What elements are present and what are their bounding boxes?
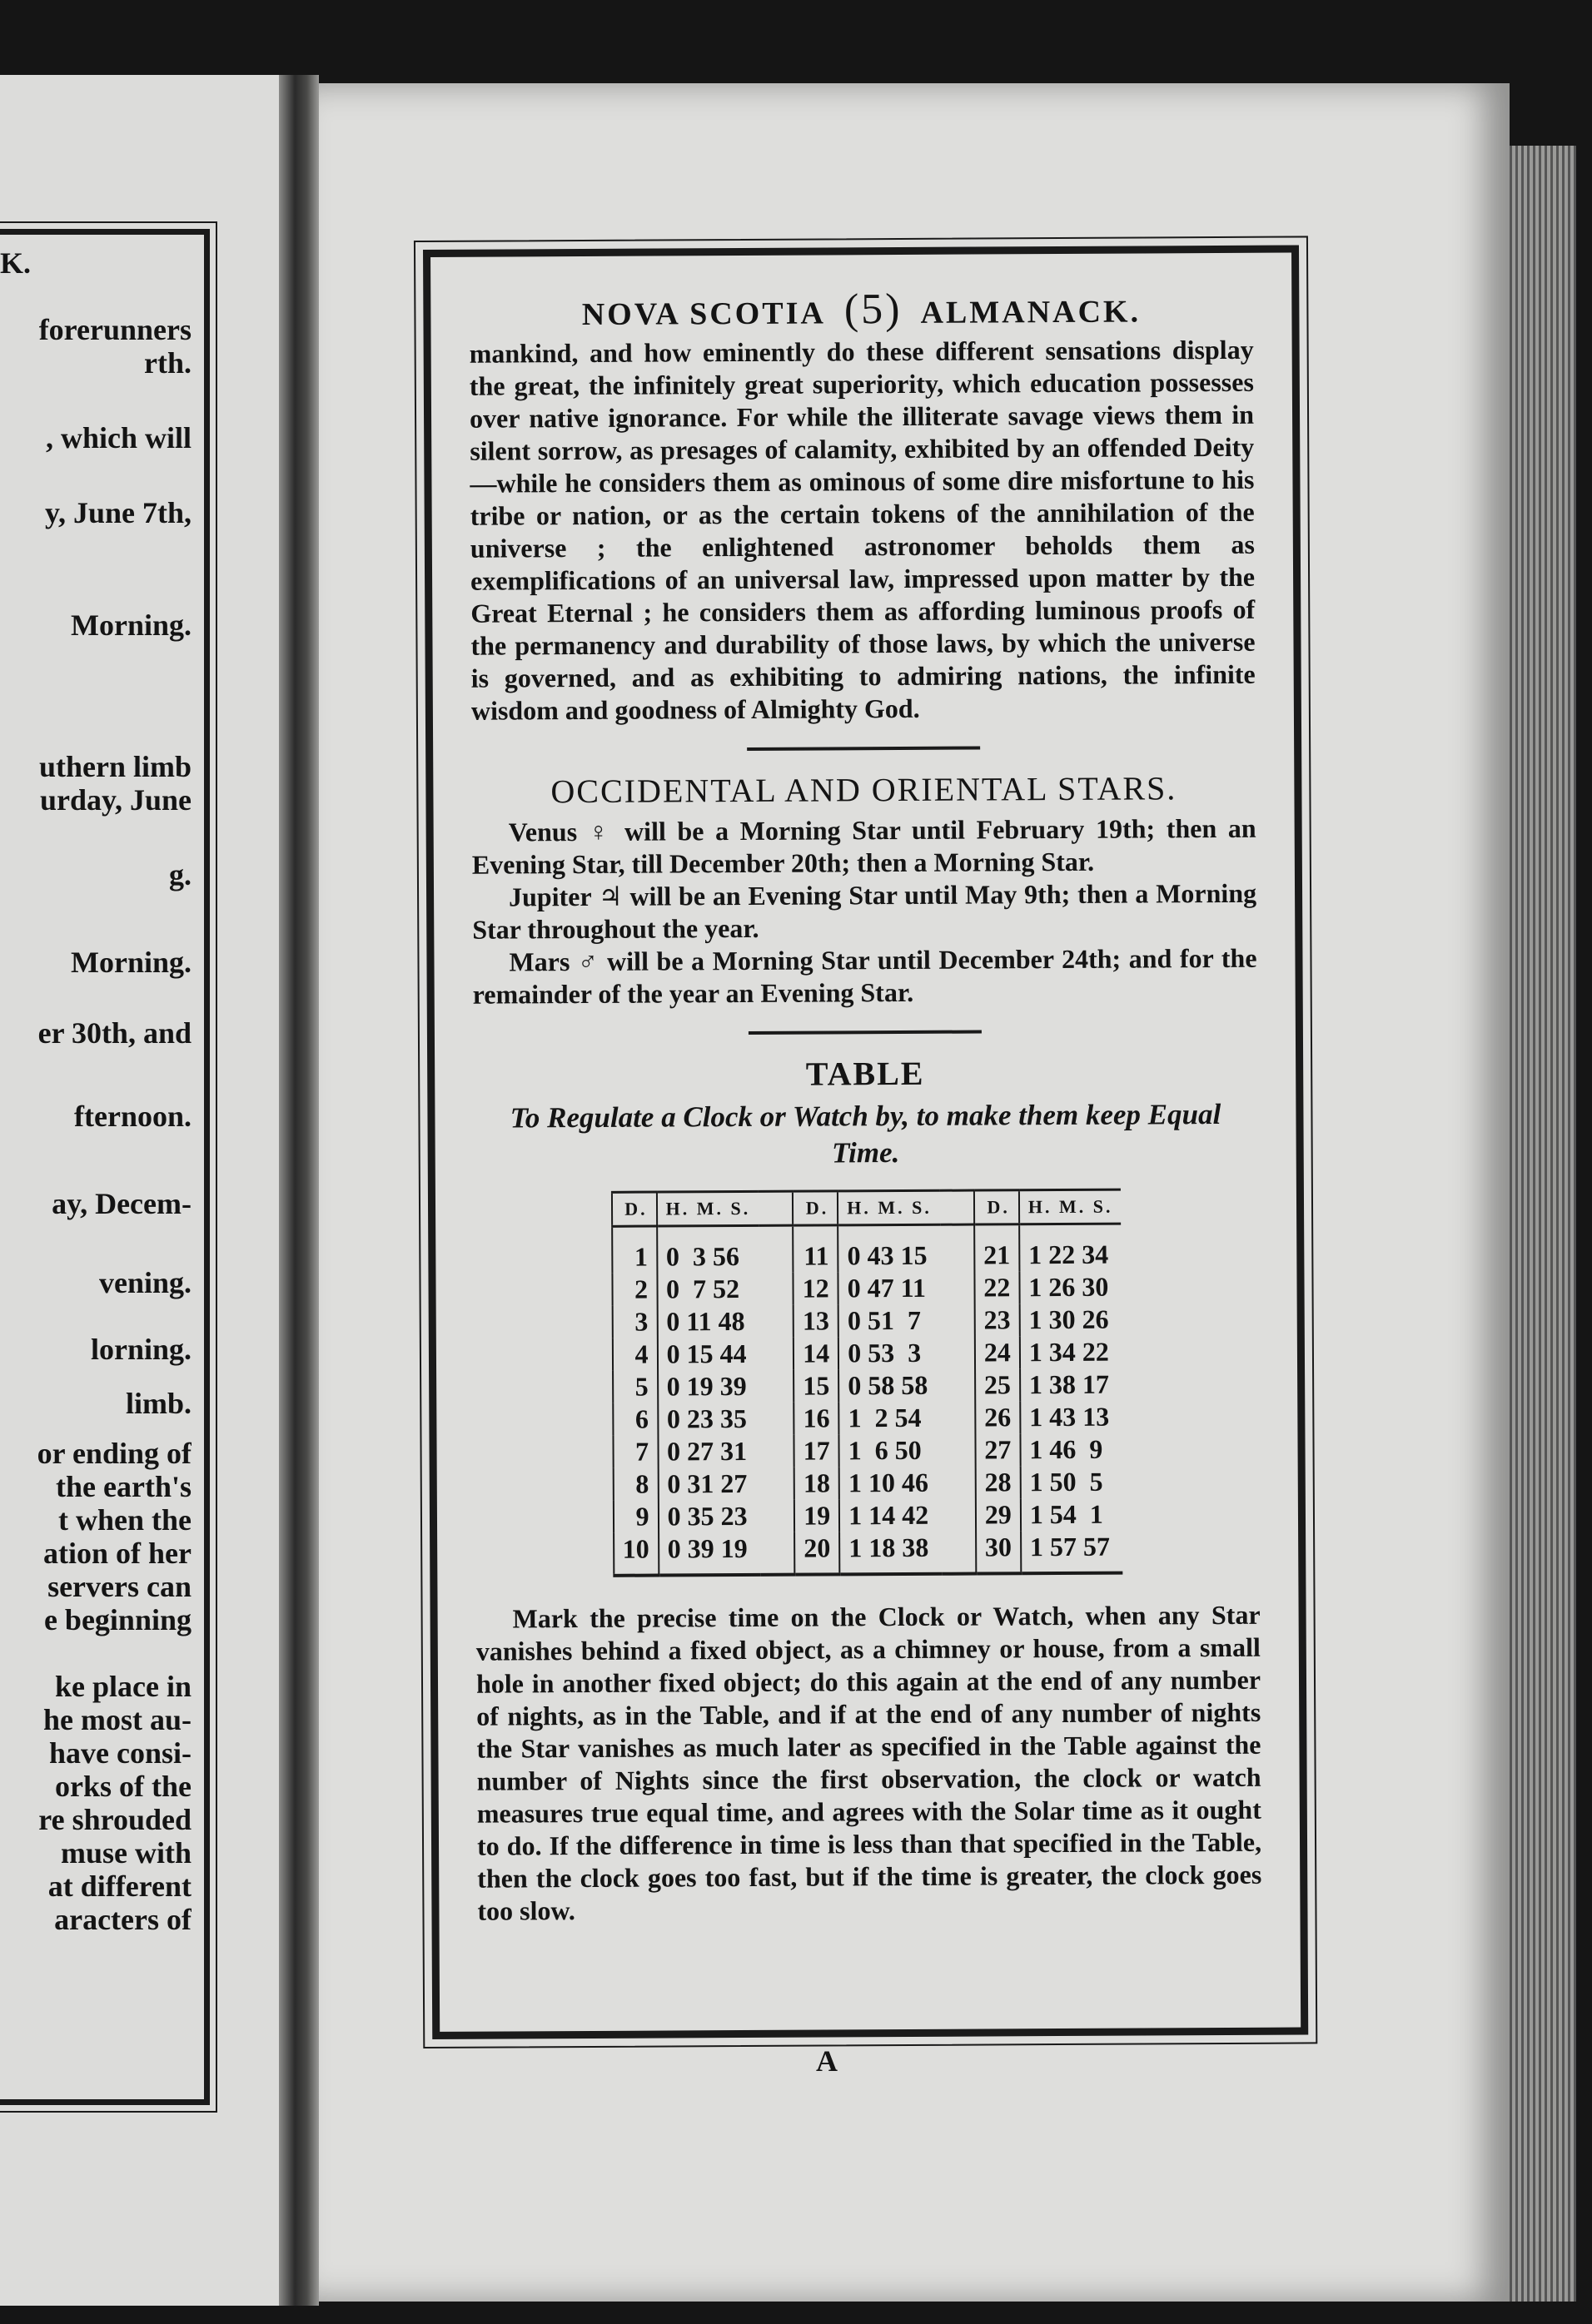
almanac-page-frame: [423, 245, 1308, 2038]
left-page-line: he most au-: [43, 1703, 192, 1736]
day-cell: 11: [793, 1225, 838, 1273]
day-cell: 9: [613, 1501, 658, 1533]
day-cell: 17: [794, 1434, 839, 1467]
left-page-line: ke place in: [54, 1670, 192, 1703]
day-cell: 1: [612, 1226, 657, 1274]
day-cell: 19: [794, 1499, 839, 1532]
column-header-day: D.: [793, 1191, 838, 1225]
time-cell: 0 27 31: [667, 1435, 748, 1467]
left-page-line: y, June 7th,: [44, 496, 192, 529]
table-row: [613, 1368, 1122, 1403]
left-page-line: Morning.: [70, 946, 192, 979]
column-header-day: D.: [611, 1192, 656, 1226]
day-cell: 8: [613, 1468, 658, 1501]
left-page-line: t when the: [58, 1503, 192, 1537]
table-row: [613, 1401, 1122, 1436]
day-cell: 29: [976, 1498, 1021, 1531]
left-page-line: ation of her: [43, 1537, 192, 1570]
left-page-line: or ending of: [37, 1437, 192, 1470]
day-cell: 13: [794, 1304, 838, 1337]
time-cell: 1 2 54: [848, 1402, 922, 1433]
stars-paragraph-jupiter: Jupiter ♃ will be an Evening Star until May 9th; then a Morning Star throughout the year.: [472, 877, 1257, 945]
time-cell: 0 39 19: [659, 1532, 761, 1576]
column-header-hms: H. M. S.: [1019, 1189, 1122, 1224]
left-page-line: lorning.: [90, 1333, 192, 1366]
day-cell: 14: [794, 1337, 838, 1369]
left-page-line: rth.: [144, 346, 192, 380]
time-cell: 1 54 1: [1029, 1498, 1103, 1530]
time-cell: 1 38 17: [1028, 1368, 1110, 1400]
book-gutter: [279, 75, 319, 2306]
table-row: [613, 1498, 1122, 1533]
table-row: [612, 1271, 1122, 1306]
time-cell: 0 47 11: [847, 1272, 927, 1304]
left-page-line: orks of the: [55, 1770, 192, 1803]
table-title: TABLE: [805, 1054, 925, 1093]
left-page-line: re shrouded: [38, 1803, 192, 1836]
day-cell: 21: [974, 1224, 1019, 1272]
column-header-day: D.: [974, 1190, 1019, 1224]
left-page-line: er 30th, and: [37, 1016, 192, 1050]
left-page-line: fternoon.: [74, 1100, 192, 1133]
table-subtitle: To Regulate a Clock or Watch by, to make them keep Equal Time.: [510, 1097, 1221, 1169]
table-header-row: [611, 1189, 1121, 1226]
time-cell: 1 50 5: [1029, 1466, 1103, 1497]
time-cell: 1 22 34: [1028, 1239, 1109, 1270]
stars-paragraph-venus: Venus ♀ will be a Morning Star until February 19th; then an Evening Star, till December 20th; then a Morning Star.: [471, 812, 1256, 880]
table-row: [612, 1336, 1122, 1371]
time-cell: 0 3 56: [665, 1241, 739, 1272]
time-cell: 1 43 13: [1029, 1401, 1110, 1433]
day-cell: 2: [612, 1274, 657, 1306]
day-cell: 3: [612, 1306, 657, 1338]
left-page-line: Morning.: [70, 608, 192, 642]
left-page-line: uthern limb: [38, 750, 192, 783]
table-row: [612, 1304, 1122, 1338]
left-facing-page: [0, 75, 279, 2306]
left-page-line: servers can: [47, 1570, 192, 1603]
day-cell: 20: [794, 1532, 839, 1574]
left-page-line: muse with: [60, 1836, 192, 1870]
day-cell: 6: [613, 1403, 658, 1436]
page-edges: [1510, 146, 1576, 2302]
page-number: (5): [843, 285, 903, 334]
day-cell: 24: [975, 1336, 1020, 1368]
section-rule: [749, 1030, 982, 1035]
time-cell: 1 30 26: [1028, 1304, 1109, 1335]
left-page-line: ay, Decem-: [52, 1187, 192, 1220]
left-page-line: vening.: [98, 1266, 192, 1299]
day-cell: 28: [975, 1466, 1020, 1498]
stars-paragraph-mars: Mars ♂ will be a Morning Star until December 24th; and for the remainder of the year an Evening Star.: [472, 942, 1257, 1010]
header-left: NOVA SCOTIA: [581, 295, 827, 333]
time-cell: 1 18 38: [839, 1532, 942, 1575]
time-cell: 1 10 46: [848, 1467, 929, 1498]
time-cell: 1 6 50: [848, 1434, 922, 1466]
table-row: [613, 1433, 1122, 1468]
clock-regulation-table: [610, 1189, 1122, 1577]
day-cell: 26: [975, 1401, 1020, 1433]
column-header-hms: H. M. S.: [838, 1190, 940, 1225]
time-cell: 1 34 22: [1028, 1336, 1109, 1368]
table-row: [612, 1224, 1122, 1274]
time-cell: 0 15 44: [666, 1338, 747, 1369]
intro-paragraph: mankind, and how eminently do these different sensations display the great, the infinitely great superiority, which education possesses over native ignorance. For while the illiterate savage views them in silent sorrow, as presages of calamity, exhibited by an offended Deity—while he considers them as ominous of some dire misfortune to his tribe or nation, or as the certain tokens of the annihilation of the universe ; the enlightened astronomer beholds them as exemplifications of an universal law, impressed upon matter by the Great Eternal ; he considers them as affording luminous proofs of the permanency and durability of those laws, by which the universe is governed, and as exhibiting to admiring nations, the infinite wisdom and goodness of Almighty God.: [469, 334, 1256, 726]
left-page-line: K.: [0, 246, 32, 280]
left-page-line: e beginning: [43, 1603, 192, 1636]
left-page-line: have consi-: [49, 1736, 192, 1770]
left-page-line: aracters of: [54, 1903, 192, 1936]
time-cell: 0 23 35: [666, 1403, 748, 1434]
time-cell: 0 58 58: [848, 1369, 928, 1401]
table-row: [613, 1466, 1122, 1501]
time-cell: 0 51 7: [847, 1304, 922, 1336]
time-cell: 0 11 48: [666, 1305, 745, 1337]
left-page-line: g.: [169, 858, 192, 891]
stars-heading: OCCIDENTAL AND ORIENTAL STARS.: [550, 769, 1177, 811]
time-cell: 0 7 52: [666, 1274, 740, 1304]
day-cell: 15: [794, 1369, 838, 1402]
day-cell: 7: [613, 1436, 658, 1468]
day-cell: 27: [975, 1433, 1020, 1466]
left-page-line: the earth's: [56, 1470, 192, 1503]
column-header-hms: H. M. S.: [656, 1191, 759, 1226]
section-rule: [747, 747, 980, 751]
time-cell: 0 43 15: [847, 1239, 928, 1271]
left-page-line: forerunners: [38, 313, 192, 346]
day-cell: 10: [614, 1533, 659, 1576]
time-cell: 0 53 3: [848, 1337, 922, 1368]
left-page-line: at different: [47, 1870, 192, 1903]
time-cell: 1 14 42: [848, 1499, 929, 1531]
time-cell: 1 57 57: [1021, 1531, 1123, 1574]
day-cell: 22: [974, 1271, 1019, 1304]
time-cell: 0 19 39: [666, 1370, 747, 1402]
day-cell: 5: [613, 1371, 658, 1403]
day-cell: 4: [612, 1338, 657, 1371]
day-cell: 30: [976, 1531, 1021, 1573]
header-right: ALMANACK.: [920, 294, 1142, 330]
time-cell: 0 35 23: [667, 1500, 748, 1532]
time-cell: 0 31 27: [667, 1467, 748, 1499]
day-cell: 23: [974, 1304, 1019, 1336]
day-cell: 18: [794, 1467, 839, 1499]
day-cell: 12: [794, 1272, 838, 1304]
closing-paragraph: Mark the precise time on the Clock or Watch, when any Star vanishes behind a fixed object, as a chimney or house, from a small hole in another fixed object; do this again at the end of any number of nights, as in the Table, and if at the end of any number of nights the Star vanishes as much later as specified in the Table against the number of Nights since the first observation, the clock or watch measures true equal time, and agrees with the Solar time as it ought to do. If the difference in time is less than that specified in the Table, then the clock goes too fast, but if the time is greater, the clock goes too slow.: [475, 1599, 1262, 1926]
day-cell: 16: [794, 1402, 838, 1434]
left-page-line: urday, June: [39, 783, 192, 817]
time-cell: 1 26 30: [1028, 1271, 1109, 1303]
left-page-line: limb.: [125, 1387, 192, 1420]
running-head: [469, 283, 1253, 336]
time-cell: 1 46 9: [1029, 1433, 1103, 1465]
left-page-line: , which will: [45, 421, 192, 454]
day-cell: 25: [975, 1368, 1020, 1401]
table-row: [614, 1531, 1123, 1576]
signature-mark: A: [816, 2044, 838, 2078]
